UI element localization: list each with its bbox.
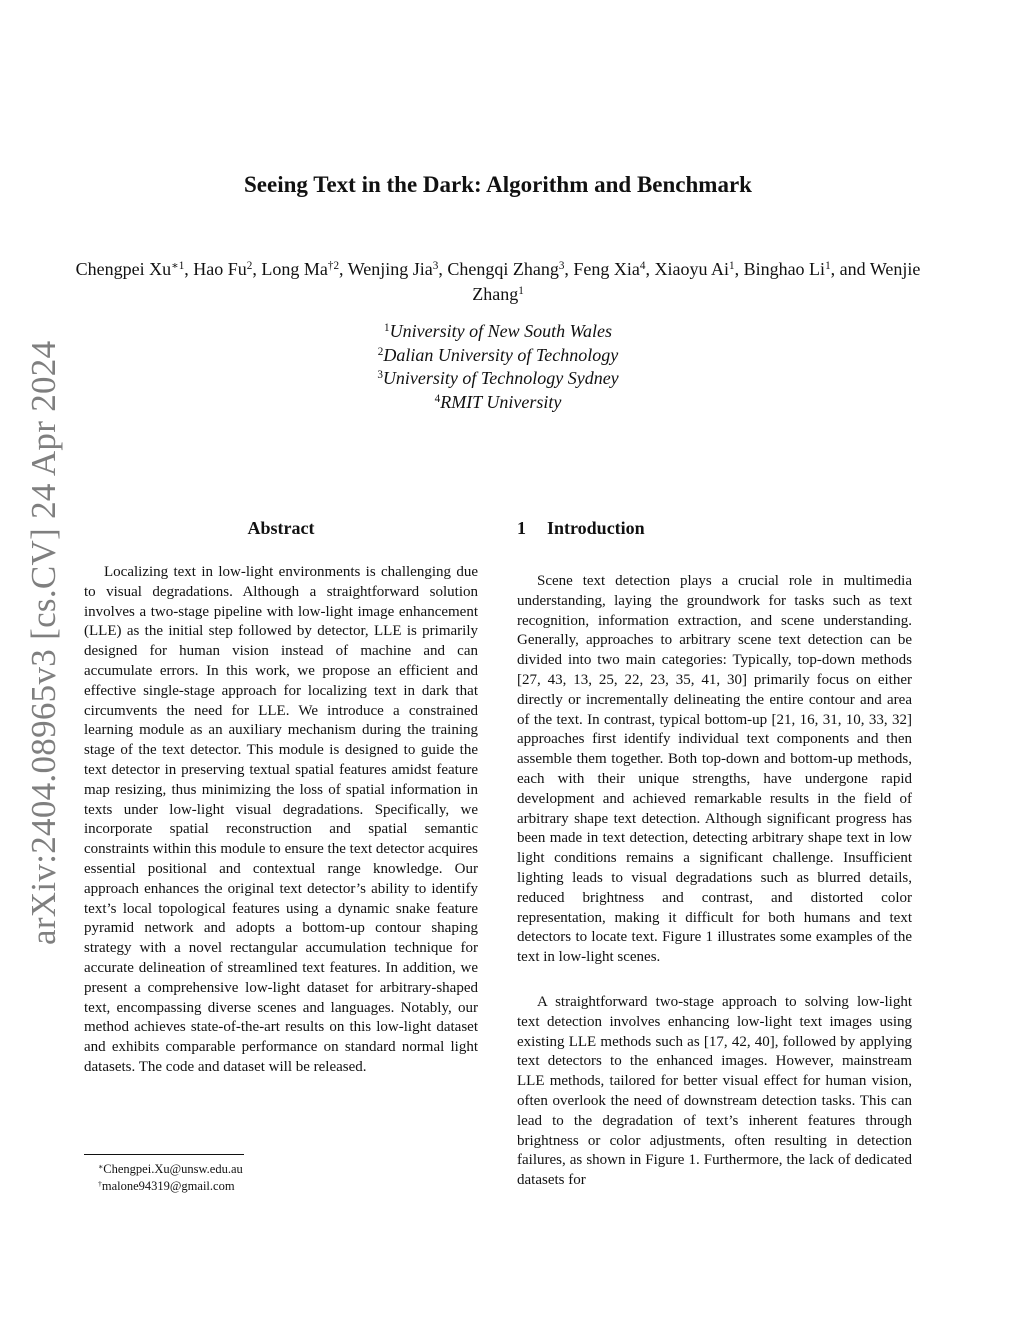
affiliation-name: University of New South Wales bbox=[389, 321, 612, 341]
author-separator: , bbox=[564, 259, 574, 279]
author-mark: 2 bbox=[246, 259, 253, 272]
author-list bbox=[60, 257, 936, 307]
introduction-heading bbox=[517, 518, 917, 539]
author-mark: ∗1 bbox=[171, 259, 185, 272]
footnote-email bbox=[98, 1178, 235, 1194]
footnote-text: Chengpei.Xu@unsw.edu.au bbox=[103, 1162, 243, 1176]
author-mark: 4 bbox=[639, 259, 646, 272]
author-mark: 1 bbox=[728, 259, 735, 272]
footnote-divider bbox=[84, 1154, 244, 1155]
affiliation-item bbox=[0, 367, 996, 391]
affiliation-name: Dalian University of Technology bbox=[383, 344, 619, 365]
introduction-paragraph: A straightforward two-stage approach to solving low-light text detection involves enhancing low-light text images using existing LLE methods such as [17, 42, 40], followed by applying text detectors to the enhanced images. However, mainstream LLE methods, tailored for better visual effect for human vision, often overlook the need of downstream detection tasks. This can lead to the degradation of text’s inherent features through brightness or color adjustments, often resulting in detection failures, as shown in Figure 1. Furthermore, the lack of dedicated datasets for bbox=[517, 994, 912, 1189]
author-name: Hao Fu bbox=[193, 259, 247, 279]
affiliation-name: RMIT University bbox=[440, 391, 562, 412]
section-number: 1 bbox=[517, 518, 526, 538]
author-name: Chengpei Xu bbox=[75, 259, 172, 279]
author-name: Binghao Li bbox=[743, 259, 826, 279]
affiliation-mark: 3 bbox=[377, 368, 383, 381]
affiliation-item bbox=[0, 344, 996, 368]
abstract-text: Localizing text in low-light environments is challenging due to visual degradations. Although a straightforward solution involves a two-stage pipeline with low-light image enhancement (LLE) as the initial step followed by detector, LLE is primarily designed for human vision instead of machine and can accumulate errors. In this work, we propose an efficient and effective single-stage approach for localizing text in dark that circumvents the need for LLE. We introduce a constrained learning module as an auxiliary mechanism during the training stage of the text detector. This module is designed to guide the text detector in preserving textual spatial features amidst feature map resizing, thus minimizing the loss of spatial information in texts under low-light visual degradations. Specifically, we incorporate spatial reconstruction and spatial semantic constraints within this module to ensure the text detector acquires essential positional and contextual range knowledge. Our approach enhances the original text detector’s ability to identify text’s local topological features using a dynamic snake feature pyramid network and adopts a bottom-up contour shaping strategy with a novel rectangular accumulation technique for accurate delineation of streamlined text features. In addition, we present a comprehensive low-light dataset for arbitrary-shaped text, encompassing diverse scenes and languages. Notably, our method achieves state-of-the-art results on this low-light dataset and exhibits comparable performance on standard normal light datasets. The code and dataset will be released. bbox=[84, 564, 478, 1075]
author-separator: , bbox=[734, 259, 744, 279]
footnote-email bbox=[98, 1161, 243, 1177]
affiliation-list bbox=[0, 320, 996, 414]
author-mark: 1 bbox=[518, 284, 524, 297]
affiliation-item bbox=[0, 320, 996, 344]
author-separator: , bbox=[438, 259, 448, 279]
paper-title: Seeing Text in the Dark: Algorithm and Benchmark bbox=[244, 172, 752, 197]
section-title: Introduction bbox=[547, 518, 645, 538]
affiliation-mark: 4 bbox=[434, 392, 441, 405]
author-mark: 3 bbox=[432, 259, 439, 272]
affiliation-mark: 2 bbox=[377, 345, 384, 358]
arxiv-identifier-stamp: arXiv:2404.08965v3 [cs.CV] 24 Apr 2024 bbox=[24, 340, 63, 945]
author-separator: , bbox=[645, 259, 655, 279]
author-mark: †2 bbox=[327, 259, 340, 272]
affiliation-mark: 1 bbox=[384, 321, 390, 334]
author-separator: , bbox=[339, 259, 348, 279]
affiliation-name: University of Technology Sydney bbox=[382, 368, 619, 388]
author-name: Long Ma bbox=[261, 259, 328, 279]
introduction-paragraph: Scene text detection plays a crucial role in multimedia understanding, laying the groundwork for tasks such as text recognition, information extraction, and scene understanding. Generally, approaches to arbitrary scene text detection can be divided into two main categories: Typically, top-down methods [27, 43, 13, 25, 22, 23, 35, 41, 30] primarily focus on either directly or incrementally delineating the entire contour and area of the text. In contrast, typical bottom-up [21, 16, 31, 10, 33, 32] approaches first identify individual text components and then assemble them together. Both top-down and bottom-up methods, each with their unique strengths, have undergone rapid development and achieved remarkable results in the field of arbitrary shape text detection. Although significant progress has been made in text detection, detecting arbitrary shape text in low light conditions remains a significant challenge. Insufficient lighting leads to visual degradations such as blurred details, reduced brightness and contrast, and distorted color representation, making it difficult for both humans and text detectors to locate text. Figure 1 illustrates some examples of the text in low-light scenes. bbox=[517, 573, 912, 966]
author-mark: 1 bbox=[825, 259, 831, 272]
author-name: Chengqi Zhang bbox=[447, 259, 559, 279]
affiliation-item bbox=[0, 391, 996, 415]
author-name: Xiaoyu Ai bbox=[654, 259, 729, 279]
author-separator: , and bbox=[830, 259, 870, 279]
author-name: Wenjie Zhang bbox=[472, 259, 921, 304]
footnote-mark: † bbox=[98, 1178, 102, 1188]
author-separator: , bbox=[252, 259, 262, 279]
author-separator: , bbox=[184, 259, 194, 279]
footnote-text: malone94319@gmail.com bbox=[101, 1179, 235, 1193]
author-name: Feng Xia bbox=[573, 259, 640, 279]
author-mark: 3 bbox=[558, 259, 565, 272]
abstract-heading: Abstract bbox=[247, 518, 315, 538]
author-name: Wenjing Jia bbox=[347, 259, 433, 279]
footnote-mark: ∗ bbox=[98, 1161, 104, 1171]
